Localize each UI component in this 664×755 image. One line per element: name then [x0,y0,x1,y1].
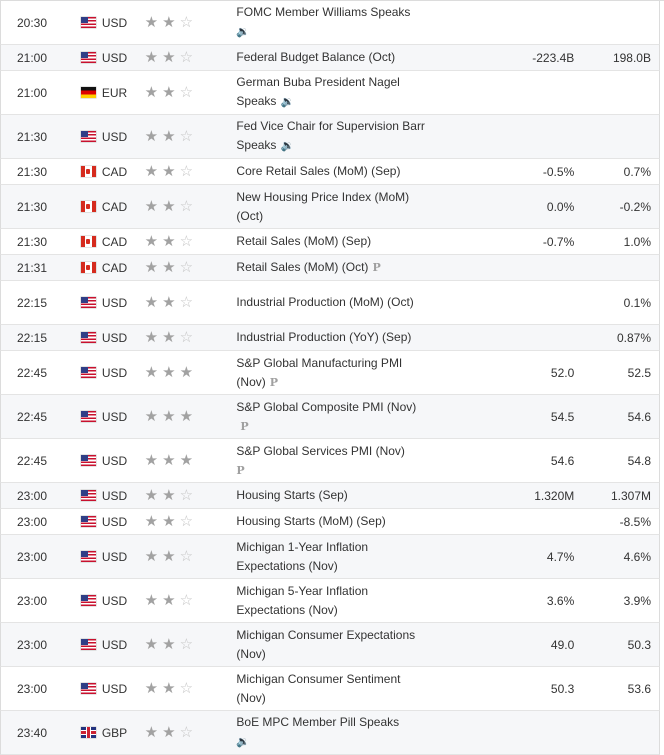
star-filled-icon: ★ [144,680,159,697]
forecast-value: 0.0% [546,199,575,214]
previous-value: -0.2% [619,199,651,214]
importance-stars [129,509,221,534]
star-filled-icon: ★ [162,487,176,504]
event-name-link[interactable]: S&P Global Services PMI (Nov) [236,443,405,458]
star-filled-icon: ★ [144,452,159,469]
star-filled-icon: ★ [144,724,159,741]
event-cell [220,115,427,158]
flag-us-icon [81,17,96,28]
importance-stars [129,579,221,622]
currency-cell [67,229,129,254]
forecast-value: 52.0 [550,365,575,380]
flag-us-icon [81,131,96,142]
importance-stars [129,45,221,70]
currency-code: USD [101,593,128,608]
event-cell [220,623,427,666]
star-filled-icon: ★ [162,636,176,653]
forecast-value: 49.0 [550,637,575,652]
actual-value [428,325,503,350]
event-time: 23:00 [17,549,48,564]
previous-value: 198.0B [612,50,651,65]
event-cell [220,281,427,324]
event-row[interactable] [0,281,660,325]
importance-stars [129,351,221,394]
flag-us-icon [81,683,96,694]
star-filled-icon: ★ [144,408,159,425]
previous-value: 0.1% [623,295,651,310]
previous-value [576,255,659,280]
star-filled-icon: ★ [144,487,159,504]
preliminary-icon: P [236,463,245,477]
star-filled-icon: ★ [144,636,159,653]
event-name-link[interactable]: Retail Sales (MoM) (Oct) [236,260,369,274]
event-time: 23:00 [17,514,48,529]
event-row[interactable] [0,535,660,579]
actual-value [428,439,503,482]
event-time: 23:00 [17,681,48,696]
event-cell [220,483,427,508]
event-time: 21:30 [17,129,48,144]
importance-stars [129,185,221,228]
event-row[interactable] [0,395,660,439]
currency-code: CAD [101,199,128,214]
flag-ca-icon [81,262,96,273]
event-row[interactable] [0,159,660,185]
forecast-value: -0.5% [542,164,575,179]
event-row[interactable] [0,439,660,483]
currency-code: EUR [101,85,128,100]
flag-de-icon [81,87,96,98]
event-name-link[interactable]: Housing Starts (MoM) (Sep) [236,514,386,528]
star-empty-icon: ☆ [179,513,194,530]
star-filled-icon: ★ [162,128,176,145]
importance-stars [129,159,221,184]
event-time: 21:30 [17,234,48,249]
importance-stars [129,325,221,350]
currency-cell [67,71,129,114]
currency-cell [67,667,129,710]
event-row[interactable] [0,255,660,281]
star-filled-icon: ★ [144,14,159,31]
star-empty-icon: ☆ [179,259,194,276]
currency-cell [67,281,129,324]
forecast-value [503,71,577,114]
event-row[interactable] [0,45,660,71]
flag-us-icon [81,52,96,63]
forecast-value: 54.5 [550,409,575,424]
star-filled-icon: ★ [162,163,176,180]
actual-value [428,281,503,324]
event-row[interactable] [0,351,660,395]
star-filled-icon: ★ [162,84,176,101]
event-name-link[interactable]: German Buba President Nagel Speaks [236,75,400,108]
event-cell [220,579,427,622]
currency-cell [67,579,129,622]
star-filled-icon: ★ [162,548,176,565]
currency-code: USD [101,129,128,144]
forecast-value: 3.6% [546,593,575,608]
event-cell [220,535,427,578]
event-row[interactable] [0,325,660,351]
star-empty-icon: ☆ [179,163,194,180]
currency-code: USD [101,365,128,380]
star-filled-icon: ★ [144,49,159,66]
actual-value [428,1,503,44]
actual-value [428,71,503,114]
forecast-value: 54.6 [550,453,575,468]
currency-code: USD [101,409,128,424]
currency-cell [67,159,129,184]
previous-value [576,115,659,158]
event-cell [220,711,427,754]
event-row[interactable] [0,229,660,255]
star-empty-icon: ☆ [179,198,194,215]
actual-value [428,185,503,228]
star-filled-icon: ★ [144,364,159,381]
speaker-icon: 🔉 [236,26,251,38]
previous-value [576,711,659,754]
currency-code: USD [101,681,128,696]
currency-cell [67,45,129,70]
star-filled-icon: ★ [144,128,159,145]
event-row[interactable] [0,71,660,115]
star-empty-icon: ☆ [179,548,194,565]
previous-value: 1.0% [623,234,651,249]
star-empty-icon: ☆ [179,84,194,101]
star-filled-icon: ★ [144,592,159,609]
event-time: 22:15 [17,295,48,310]
currency-cell [67,1,129,44]
previous-value: 1.307M [610,488,651,503]
importance-stars [129,667,221,710]
currency-cell [67,351,129,394]
previous-value [576,1,659,44]
flag-gb-icon [81,727,96,738]
event-cell [220,439,427,482]
actual-value [428,45,503,70]
currency-code: USD [101,488,128,503]
importance-stars [129,229,221,254]
star-empty-icon: ☆ [179,592,194,609]
star-filled-icon: ★ [144,233,159,250]
previous-value: 50.3 [627,637,651,652]
importance-stars [129,395,221,438]
currency-cell [67,185,129,228]
star-filled-icon: ★ [162,408,176,425]
event-name-link[interactable]: Housing Starts (Sep) [236,488,348,502]
star-filled-icon: ★ [144,198,159,215]
importance-stars [129,439,221,482]
event-cell [220,71,427,114]
event-row[interactable] [0,667,660,711]
actual-value [428,509,503,534]
event-time: 21:31 [17,260,48,275]
actual-value [428,351,503,394]
event-row[interactable] [0,115,660,159]
star-filled-icon: ★ [179,364,194,381]
event-time: 21:00 [17,85,48,100]
speaker-icon: 🔉 [236,736,251,748]
event-cell [220,229,427,254]
star-empty-icon: ☆ [179,680,194,697]
forecast-value [503,711,577,754]
star-empty-icon: ☆ [179,724,194,741]
actual-value [428,255,503,280]
importance-stars [129,535,221,578]
forecast-value [503,325,577,350]
previous-value: 52.5 [627,365,651,380]
star-empty-icon: ☆ [179,294,194,311]
star-filled-icon: ★ [144,84,159,101]
star-filled-icon: ★ [144,163,159,180]
currency-code: CAD [101,164,128,179]
flag-us-icon [81,490,96,501]
event-time: 22:45 [17,453,48,468]
preliminary-icon: P [269,375,279,389]
actual-value [428,483,503,508]
forecast-value: 1.320M [534,488,575,503]
previous-value: -8.5% [619,514,651,529]
flag-us-icon [81,639,96,650]
forecast-value: 50.3 [550,681,575,696]
previous-value: 54.8 [627,453,651,468]
event-name-link[interactable]: Core Retail Sales (MoM) (Sep) [236,164,401,178]
star-filled-icon: ★ [162,452,176,469]
event-time: 21:30 [17,164,48,179]
flag-ca-icon [81,236,96,247]
event-name-link[interactable]: Michigan Consumer Expectations (Nov) [236,627,416,661]
flag-us-icon [81,367,96,378]
importance-stars [129,1,221,44]
previous-value: 3.9% [623,593,651,608]
star-filled-icon: ★ [162,49,176,66]
actual-value [428,711,503,754]
event-row[interactable] [0,1,660,45]
currency-code: USD [101,514,128,529]
star-filled-icon: ★ [144,294,159,311]
speaker-icon: 🔉 [280,140,295,152]
importance-stars [129,281,221,324]
event-row[interactable] [0,483,660,509]
currency-code: GBP [101,725,128,740]
star-filled-icon: ★ [144,548,159,565]
flag-us-icon [81,411,96,422]
flag-us-icon [81,551,96,562]
flag-us-icon [81,595,96,606]
star-filled-icon: ★ [179,452,194,469]
actual-value [428,535,503,578]
event-cell [220,395,427,438]
forecast-value: -223.4B [532,50,575,65]
currency-cell [67,115,129,158]
event-cell [220,255,427,280]
event-cell [220,45,427,70]
event-name-link[interactable]: Michigan Consumer Sentiment (Nov) [236,671,401,705]
star-filled-icon: ★ [162,680,176,697]
event-name-link[interactable]: S&P Global Composite PMI (Nov) [236,399,417,414]
star-filled-icon: ★ [162,198,176,215]
event-cell [220,1,427,44]
currency-code: USD [101,15,128,30]
star-filled-icon: ★ [162,259,176,276]
event-cell [220,325,427,350]
star-empty-icon: ☆ [179,329,194,346]
event-name-link[interactable]: BoE MPC Member Pill Speaks [236,715,400,729]
actual-value [428,395,503,438]
event-name-link[interactable]: Michigan 1-Year Inflation Expectations (Nov) [236,539,369,573]
actual-value [428,159,503,184]
star-filled-icon: ★ [162,513,176,530]
currency-code: USD [101,637,128,652]
event-cell [220,351,427,394]
preliminary-icon: P [240,419,249,433]
event-time: 21:00 [17,50,48,65]
flag-ca-icon [81,201,96,212]
currency-cell [67,535,129,578]
event-time: 23:00 [17,593,48,608]
currency-code: CAD [101,234,128,249]
star-empty-icon: ☆ [179,636,194,653]
event-time: 22:45 [17,365,48,380]
currency-cell [67,255,129,280]
actual-value [428,623,503,666]
event-cell [220,509,427,534]
star-empty-icon: ☆ [179,233,194,250]
previous-value: 4.6% [623,549,651,564]
star-empty-icon: ☆ [179,14,194,31]
currency-cell [67,439,129,482]
star-empty-icon: ☆ [179,49,194,66]
event-name-link[interactable]: Michigan 5-Year Inflation Expectations (Nov) [236,583,369,617]
flag-us-icon [81,332,96,343]
actual-value [428,115,503,158]
star-filled-icon: ★ [144,329,159,346]
star-filled-icon: ★ [144,259,159,276]
previous-value: 0.7% [623,164,651,179]
event-time: 23:00 [17,637,48,652]
event-name-link[interactable]: FOMC Member Williams Speaks [236,5,411,19]
event-name-link[interactable]: Federal Budget Balance (Oct) [236,50,396,64]
event-name-link[interactable]: Retail Sales (MoM) (Sep) [236,234,372,248]
star-filled-icon: ★ [162,592,176,609]
actual-value [428,229,503,254]
preliminary-icon: P [372,261,381,274]
currency-code: USD [101,549,128,564]
event-name-link[interactable]: S&P Global Manufacturing PMI (Nov) [236,355,403,389]
currency-cell [67,509,129,534]
importance-stars [129,483,221,508]
event-row[interactable] [0,579,660,623]
event-name-link[interactable]: New Housing Price Index (MoM) (Oct) [236,189,410,223]
importance-stars [129,71,221,114]
forecast-value [503,1,577,44]
star-filled-icon: ★ [162,329,176,346]
importance-stars [129,255,221,280]
importance-stars [129,115,221,158]
event-time: 20:30 [17,15,48,30]
star-empty-icon: ☆ [179,128,194,145]
flag-ca-icon [81,166,96,177]
flag-us-icon [81,455,96,466]
event-time: 23:00 [17,488,48,503]
currency-code: USD [101,50,128,65]
star-filled-icon: ★ [162,14,176,31]
currency-code: USD [101,295,128,310]
flag-us-icon [81,516,96,527]
forecast-value: -0.7% [542,234,575,249]
actual-value [428,579,503,622]
previous-value: 54.6 [627,409,651,424]
currency-code: CAD [101,260,128,275]
forecast-value [503,281,577,324]
forecast-value [503,509,577,534]
star-empty-icon: ☆ [179,487,194,504]
event-row[interactable] [0,711,660,755]
previous-value: 53.6 [627,681,651,696]
event-cell [220,159,427,184]
speaker-icon: 🔉 [280,96,295,108]
event-cell [220,667,427,710]
event-name-link[interactable]: Industrial Production (YoY) (Sep) [236,330,412,344]
star-filled-icon: ★ [179,408,194,425]
event-time: 21:30 [17,199,48,214]
importance-stars [129,623,221,666]
event-row[interactable] [0,509,660,535]
star-filled-icon: ★ [162,364,176,381]
currency-cell [67,483,129,508]
event-row[interactable] [0,623,660,667]
star-filled-icon: ★ [162,724,176,741]
currency-cell [67,395,129,438]
star-filled-icon: ★ [144,513,159,530]
currency-cell [67,711,129,754]
currency-cell [67,325,129,350]
forecast-value: 4.7% [546,549,575,564]
event-time: 22:15 [17,330,48,345]
previous-value [576,71,659,114]
importance-stars [129,711,221,754]
currency-cell [67,623,129,666]
star-filled-icon: ★ [162,233,176,250]
event-row[interactable] [0,185,660,229]
forecast-value [503,115,577,158]
actual-value [428,667,503,710]
event-time: 22:45 [17,409,48,424]
currency-code: USD [101,453,128,468]
event-name-link[interactable]: Industrial Production (MoM) (Oct) [236,295,414,309]
event-cell [220,185,427,228]
currency-code: USD [101,330,128,345]
previous-value: 0.87% [616,330,651,345]
event-time: 23:40 [17,725,48,740]
forecast-value [503,255,577,280]
star-filled-icon: ★ [162,294,176,311]
event-name-link[interactable]: Fed Vice Chair for Supervision Barr Speaks [236,119,425,152]
flag-us-icon [81,297,96,308]
